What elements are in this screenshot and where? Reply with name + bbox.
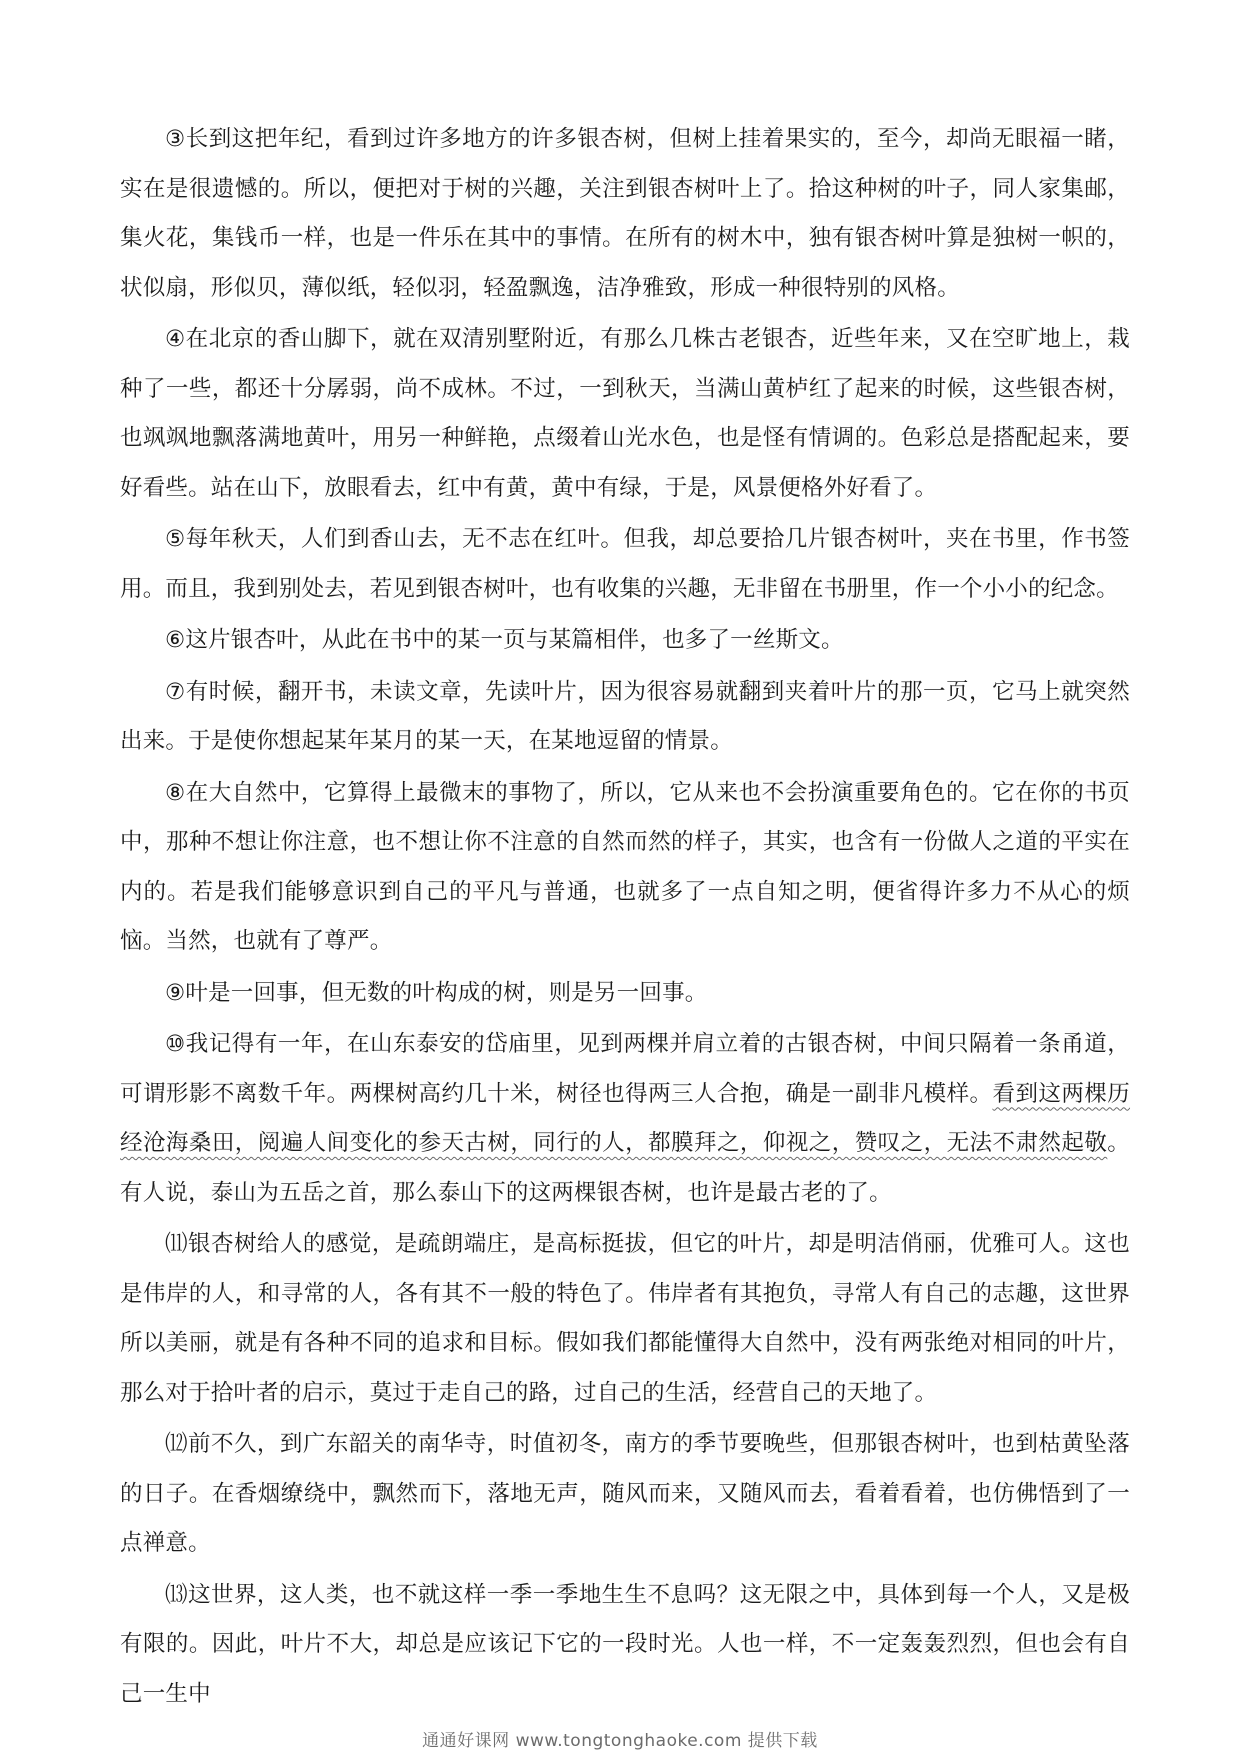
paragraph-3: ③长到这把年纪，看到过许多地方的许多银杏树，但树上挂着果实的，至今，却尚无眼福一睹，实在是很遗憾的。所以，便把对于树的兴趣，关注到银杏树叶上了。拾这种树的叶子，同人家集邮，集火花，集钱币一样，也是一件乐在其中的事情。在所有的树木中，独有银杏树叶算是独树一帜的，状似扇，形似贝，薄似纸，轻似羽，轻盈飘逸，洁净雅致，形成一种很特别的风格。 <box>120 126 1130 301</box>
paragraph-5: ⑤每年秋天，人们到香山去，无不志在红叶。但我，却总要拾几片银杏树叶，夹在书里，作书签用。而且，我到别处去，若见到银杏树叶，也有收集的兴趣，无非留在书册里，作一个小小的纪念。 <box>120 526 1130 602</box>
paragraph-10-after: 。有人说，泰山为五岳之首，那么泰山下的这两棵银杏树，也许是最古老的了。 <box>120 1130 1130 1206</box>
article-body <box>120 115 1130 1721</box>
paragraph-6: ⑥这片银杏叶，从此在书中的某一页与某篇相伴，也多了一丝斯文。 <box>165 627 844 653</box>
paragraph-8: ⑧在大自然中，它算得上最微末的事物了，所以，它从来也不会扮演重要角色的。它在你的书页中，那种不想让你注意，也不想让你不注意的自然而然的样子，其实，也含有一份做人之道的平实在内的。若是我们能够意识到自己的平凡与普通，也就多了一点自知之明，便省得许多力不从心的烦恼。当然，也就有了尊严。 <box>120 779 1130 954</box>
paragraph-12: ⑿前不久，到广东韶关的南华寺，时值初冬，南方的季节要晚些，但那银杏树叶，也到枯黄坠落的日子。在香烟缭绕中，飘然而下，落地无声，随风而来，又随风而去，看着看着，也仿佛悟到了一点禅意。 <box>120 1431 1130 1556</box>
paragraph-10 <box>120 1020 1130 1218</box>
page-footer: 通通好课网 www.tongtonghaoke.com 提供下载 <box>422 1731 818 1751</box>
paragraph-10-before: ⑩我记得有一年，在山东泰安的岱庙里，见到两棵并肩立着的古银杏树，中间只隔着一条甬道，可谓形影不离数千年。两棵树高约几十米，树径也得两三人合抱，确是一副非凡模样。 <box>120 1031 1130 1107</box>
paragraph-10-underlined-sentence: 看到这两棵历经沧海桑田，阅遍人间变化的参天古树，同行的人，都膜拜之，仰视之，赞叹之，无法不肃然起敬 <box>120 1080 1131 1156</box>
paragraph-13: ⒀这世界，这人类，也不就这样一季一季地生生不息吗？这无限之中，具体到每一个人，又是极有限的。因此，叶片不大，却总是应该记下它的一段时光。人也一样，不一定轰轰烈烈，但也会有自己一生中 <box>120 1581 1130 1707</box>
paragraph-9: ⑨叶是一回事，但无数的叶构成的树，则是另一回事。 <box>165 979 708 1006</box>
paragraph-11: ⑾银杏树给人的感觉，是疏朗端庄，是高标挺拔，但它的叶片，却是明洁俏丽，优雅可人。这也是伟岸的人，和寻常的人，各有其不一般的特色了。伟岸者有其抱负，寻常人有自己的志趣，这世界所以美丽，就是有各种不同的追求和目标。假如我们都能懂得大自然中，没有两张绝对相同的叶片，那么对于拾叶者的启示，莫过于走自己的路，过自己的生活，经营自己的天地了。 <box>120 1231 1130 1406</box>
paragraph-7: ⑦有时候，翻开书，未读文章，先读叶片，因为很容易就翻到夹着叶片的那一页，它马上就突然出来。于是使你想起某年某月的某一天，在某地逗留的情景。 <box>120 678 1130 754</box>
paragraph-4: ④在北京的香山脚下，就在双清别墅附近，有那么几株古老银杏，近些年来，又在空旷地上，栽种了一些，都还十分孱弱，尚不成林。不过，一到秋天，当满山黄栌红了起来的时候，这些银杏树，也飒飒地飘落满地黄叶，用另一种鲜艳，点缀着山光水色，也是怪有情调的。色彩总是搭配起来，要好看些。站在山下，放眼看去，红中有黄，黄中有绿，于是，风景便格外好看了。 <box>120 326 1130 501</box>
